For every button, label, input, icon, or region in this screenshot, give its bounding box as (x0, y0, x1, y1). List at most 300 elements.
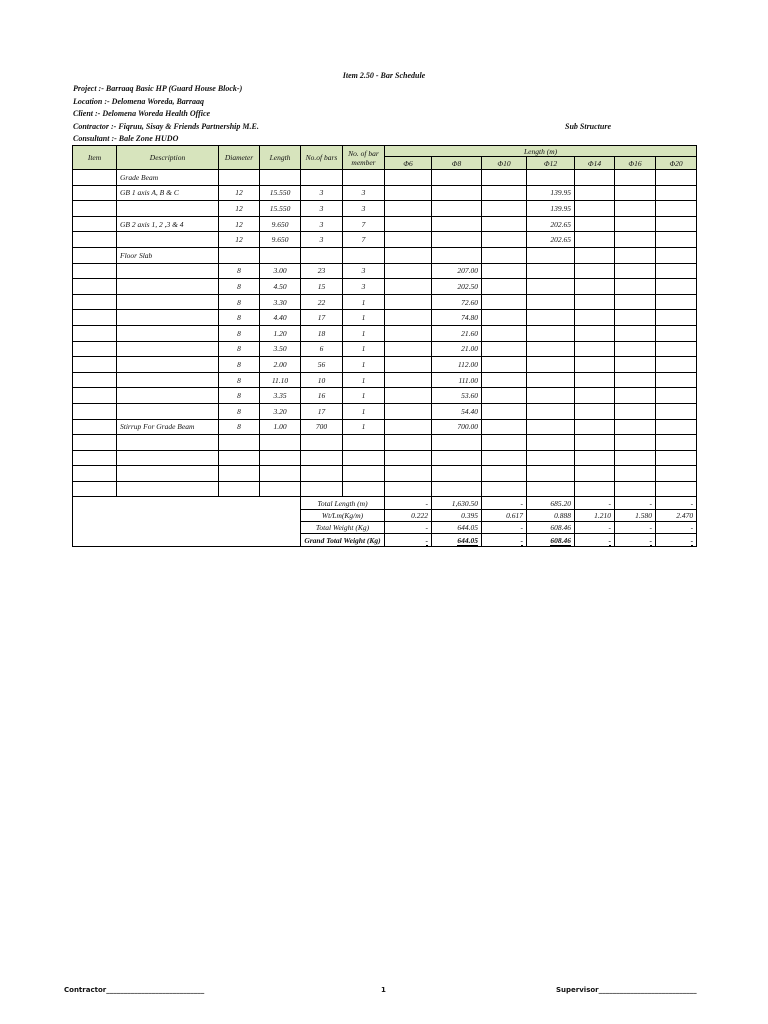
cell-item (73, 372, 117, 388)
summary-label: Grand Total Weight (Kg) (301, 534, 385, 547)
cell-length-value (615, 279, 656, 295)
summary-value (482, 509, 527, 521)
cell-length-value (656, 216, 697, 232)
summary-value (575, 509, 615, 521)
cell-length: 15.550 (260, 201, 301, 217)
cell-length-value (432, 247, 482, 263)
cell-length-value (656, 325, 697, 341)
cell-item (73, 310, 117, 326)
cell-length-value (575, 403, 615, 419)
cell-no-of-bars: 23 (301, 263, 343, 279)
cell-bar-member: 1 (343, 419, 385, 435)
cell-bar-member: 1 (343, 357, 385, 373)
summary-value (656, 534, 697, 547)
cell-length-value (656, 232, 697, 248)
cell-length-value (385, 372, 432, 388)
cell-bar-member: 7 (343, 232, 385, 248)
cell-description: Stirrup For Grade Beam (117, 419, 219, 435)
cell-item (73, 450, 117, 466)
summary-value-text: 2.470 (676, 510, 694, 520)
cell-item (73, 325, 117, 341)
cell-length-value (482, 201, 527, 217)
cell-diameter (219, 481, 260, 497)
cell-length-value: 139.95 (527, 201, 575, 217)
cell-length-value (656, 185, 697, 201)
cell-length-value (482, 372, 527, 388)
cell-length-value (527, 372, 575, 388)
cell-length-value (432, 170, 482, 186)
cell-no-of-bars: 700 (301, 419, 343, 435)
cell-length-value (615, 216, 656, 232)
summary-row (73, 497, 697, 509)
cell-length-value (656, 201, 697, 217)
cell-diameter: 12 (219, 185, 260, 201)
cell-length-value (432, 216, 482, 232)
cell-length-value: 207.00 (432, 263, 482, 279)
cell-diameter (219, 247, 260, 263)
cell-description: GB 1 axis A, B & C (117, 185, 219, 201)
cell-length-value (615, 388, 656, 404)
cell-length-value (615, 201, 656, 217)
cell-length-value (432, 466, 482, 482)
cell-item (73, 247, 117, 263)
cell-length-value (575, 170, 615, 186)
cell-length-value (575, 419, 615, 435)
cell-length-value (482, 481, 527, 497)
cell-length-value (656, 388, 697, 404)
summary-value (656, 521, 697, 533)
summary-value (432, 534, 482, 547)
table-row (73, 216, 697, 232)
summary-value (656, 509, 697, 521)
cell-item (73, 466, 117, 482)
cell-length-value (482, 263, 527, 279)
summary-value (482, 534, 527, 547)
cell-length-value: 74.80 (432, 310, 482, 326)
cell-length-value (656, 435, 697, 451)
cell-length-value (527, 341, 575, 357)
cell-no-of-bars: 17 (301, 403, 343, 419)
cell-item (73, 279, 117, 295)
cell-length-value (575, 201, 615, 217)
cell-bar-member: 1 (343, 403, 385, 419)
cell-bar-member: 3 (343, 185, 385, 201)
cell-length-value (615, 263, 656, 279)
summary-value (656, 497, 697, 509)
summary-label: Total Length (m) (301, 497, 385, 509)
cell-length-value (615, 357, 656, 373)
cell-length-value (482, 216, 527, 232)
cell-length-value (527, 310, 575, 326)
cell-length-value (527, 247, 575, 263)
summary-value (615, 534, 656, 547)
cell-length-value (482, 357, 527, 373)
cell-length-value (385, 263, 432, 279)
summary-value (482, 497, 527, 509)
table-row (73, 435, 697, 451)
cell-bar-member: 3 (343, 279, 385, 295)
cell-length: 3.30 (260, 294, 301, 310)
cell-length-value (575, 294, 615, 310)
cell-length-value (385, 279, 432, 295)
summary-value-text: - (649, 498, 652, 508)
cell-length-value (482, 232, 527, 248)
cell-length-value (385, 403, 432, 419)
cell-length-value (575, 263, 615, 279)
cell-length-value: 139.95 (527, 185, 575, 201)
cell-length-value: 72.60 (432, 294, 482, 310)
cell-length-value (527, 481, 575, 497)
cell-length-value (615, 419, 656, 435)
cell-diameter (219, 450, 260, 466)
cell-length-value (575, 357, 615, 373)
cell-length-value (385, 310, 432, 326)
table-row (73, 247, 697, 263)
cell-length-value (575, 481, 615, 497)
cell-length-value (482, 279, 527, 295)
cell-length-value (482, 325, 527, 341)
cell-description (117, 481, 219, 497)
cell-diameter (219, 466, 260, 482)
cell-bar-member: 1 (343, 388, 385, 404)
summary-value-text: - (690, 498, 694, 508)
summary-value-text: - (425, 522, 428, 532)
summary-value-text: 1,630.50 (451, 498, 478, 508)
summary-value-text: - (520, 498, 523, 508)
table-row (73, 450, 697, 466)
cell-bar-member: 1 (343, 310, 385, 326)
cell-length-value (656, 341, 697, 357)
table-row (73, 263, 697, 279)
cell-length-value (575, 185, 615, 201)
cell-length-value (656, 357, 697, 373)
summary-value-text: 608.46 (550, 535, 571, 545)
cell-length-value (385, 232, 432, 248)
page-title: Item 2.50 - Bar Schedule (342, 71, 426, 80)
header-diameter-col: Φ6 (385, 157, 432, 170)
cell-item (73, 419, 117, 435)
cell-length-value (385, 357, 432, 373)
cell-length-value (385, 341, 432, 357)
cell-length-value (575, 341, 615, 357)
cell-diameter: 8 (219, 419, 260, 435)
cell-length-value (432, 435, 482, 451)
cell-length-value (385, 388, 432, 404)
cell-length-value (656, 481, 697, 497)
cell-length-value (482, 310, 527, 326)
project-line: Project :- Barraaq Basic HP (Guard House Block-) (73, 84, 243, 93)
cell-bar-member: 1 (343, 325, 385, 341)
table-row (73, 372, 697, 388)
cell-length-value (432, 185, 482, 201)
cell-no-of-bars: 3 (301, 232, 343, 248)
cell-bar-member (343, 466, 385, 482)
summary-blank-cell (73, 497, 301, 547)
cell-description: Floor Slab (117, 247, 219, 263)
table-row (73, 466, 697, 482)
cell-diameter: 8 (219, 294, 260, 310)
summary-value (385, 509, 432, 521)
cell-length-value: 54.40 (432, 403, 482, 419)
cell-length-value (656, 372, 697, 388)
cell-description (117, 357, 219, 373)
summary-value-text: 644.05 (457, 522, 478, 532)
cell-length-value (527, 294, 575, 310)
cell-no-of-bars (301, 170, 343, 186)
summary-value-text: 0.888 (554, 510, 571, 520)
location-line: Location :- Delomena Woreda, Barraaq (73, 97, 205, 106)
cell-length-value (615, 466, 656, 482)
cell-length-value (385, 466, 432, 482)
cell-diameter (219, 435, 260, 451)
cell-length-value (482, 403, 527, 419)
cell-length-value (656, 466, 697, 482)
cell-length-value (385, 481, 432, 497)
table-row (73, 481, 697, 497)
cell-length-value: 202.50 (432, 279, 482, 295)
summary-value-text: - (608, 498, 611, 508)
cell-length-value (615, 372, 656, 388)
cell-length-value: 21.00 (432, 341, 482, 357)
cell-length: 3.35 (260, 388, 301, 404)
summary-value-text: - (520, 535, 523, 545)
cell-item (73, 232, 117, 248)
cell-length-value (482, 450, 527, 466)
cell-diameter: 12 (219, 232, 260, 248)
summary-value (482, 521, 527, 533)
contractor-signature: Contractor____________________________ (64, 986, 205, 994)
summary-value (385, 497, 432, 509)
cell-bar-member (343, 435, 385, 451)
summary-value-text: 644.05 (457, 535, 478, 545)
cell-length-value (615, 481, 656, 497)
header-description: Description (117, 146, 219, 170)
summary-value-text: - (690, 535, 694, 545)
cell-no-of-bars: 10 (301, 372, 343, 388)
summary-value (385, 521, 432, 533)
cell-length-value (432, 481, 482, 497)
cell-length-value (482, 466, 527, 482)
cell-length-value (575, 279, 615, 295)
header-no-of-bar-member: No. of bar member (343, 146, 385, 170)
summary-value-text: - (608, 522, 611, 532)
cell-description (117, 372, 219, 388)
cell-length-value: 700.00 (432, 419, 482, 435)
cell-length-value (527, 388, 575, 404)
cell-diameter (219, 170, 260, 186)
cell-length-value (482, 435, 527, 451)
summary-value (615, 509, 656, 521)
cell-length-value (656, 310, 697, 326)
table-row (73, 310, 697, 326)
cell-length-value: 21.60 (432, 325, 482, 341)
page-number: 1 (381, 986, 386, 994)
cell-length-value: 53.60 (432, 388, 482, 404)
cell-length-value (615, 325, 656, 341)
summary-value (527, 521, 575, 533)
table-row (73, 279, 697, 295)
cell-length-value (656, 294, 697, 310)
cell-length (260, 481, 301, 497)
cell-length-value (615, 170, 656, 186)
summary-value (527, 534, 575, 547)
cell-description (117, 263, 219, 279)
cell-length: 3.00 (260, 263, 301, 279)
cell-length-value (482, 170, 527, 186)
cell-diameter: 8 (219, 279, 260, 295)
cell-length-value (527, 435, 575, 451)
summary-value (385, 534, 432, 547)
cell-no-of-bars: 22 (301, 294, 343, 310)
summary-value (432, 497, 482, 509)
cell-description (117, 201, 219, 217)
cell-length-value (575, 216, 615, 232)
consultant-line: Consultant :- Bale Zone HUDO (73, 134, 179, 143)
cell-length-value (615, 185, 656, 201)
section-label: Sub Structure (565, 122, 612, 131)
cell-length-value: 202.65 (527, 232, 575, 248)
cell-length-value (615, 232, 656, 248)
cell-length-value (385, 294, 432, 310)
summary-value (575, 497, 615, 509)
cell-length-value (482, 341, 527, 357)
cell-length-value (656, 450, 697, 466)
cell-length-value (656, 419, 697, 435)
cell-no-of-bars (301, 481, 343, 497)
header-diameter-col: Φ16 (615, 157, 656, 170)
cell-bar-member: 3 (343, 263, 385, 279)
contractor-line: Contractor :- Fiqruu, Sisay & Friends Partnership M.E. (73, 122, 259, 131)
cell-length-value (615, 247, 656, 263)
cell-length-value (385, 450, 432, 466)
cell-description (117, 341, 219, 357)
cell-description (117, 450, 219, 466)
supervisor-signature: Supervisor____________________________ (556, 986, 697, 994)
cell-bar-member (343, 170, 385, 186)
cell-length-value (615, 450, 656, 466)
cell-length-value (656, 263, 697, 279)
summary-value-text: 0.222 (411, 510, 428, 520)
summary-value (527, 497, 575, 509)
summary-value-text: - (649, 535, 652, 545)
cell-no-of-bars: 3 (301, 216, 343, 232)
table-row (73, 388, 697, 404)
cell-no-of-bars (301, 247, 343, 263)
cell-diameter: 8 (219, 357, 260, 373)
cell-length-value (385, 185, 432, 201)
cell-no-of-bars (301, 450, 343, 466)
bar-schedule-table (72, 145, 697, 547)
cell-length-value (385, 201, 432, 217)
client-line: Client :- Delomena Woreda Health Office (73, 109, 211, 118)
cell-diameter: 8 (219, 325, 260, 341)
cell-length-value: 111.00 (432, 372, 482, 388)
cell-diameter: 12 (219, 216, 260, 232)
summary-value-text: - (608, 535, 611, 545)
header-item: Item (73, 146, 117, 170)
cell-length-value (527, 403, 575, 419)
summary-value-text: 1.210 (594, 510, 611, 520)
summary-value (615, 521, 656, 533)
cell-length-value (482, 247, 527, 263)
cell-length-value (482, 388, 527, 404)
summary-value-text: - (690, 522, 694, 532)
cell-length-value (656, 403, 697, 419)
cell-description (117, 403, 219, 419)
cell-bar-member (343, 247, 385, 263)
cell-diameter: 12 (219, 201, 260, 217)
cell-diameter: 8 (219, 341, 260, 357)
table-row (73, 201, 697, 217)
cell-length-value (656, 170, 697, 186)
cell-no-of-bars: 3 (301, 185, 343, 201)
cell-length-value (432, 450, 482, 466)
cell-length-value (527, 279, 575, 295)
header-diameter: Diameter (219, 146, 260, 170)
table-row (73, 357, 697, 373)
cell-item (73, 388, 117, 404)
cell-length: 9.650 (260, 216, 301, 232)
cell-bar-member: 1 (343, 341, 385, 357)
cell-no-of-bars: 3 (301, 201, 343, 217)
cell-length-value (527, 357, 575, 373)
summary-value (575, 521, 615, 533)
cell-no-of-bars: 16 (301, 388, 343, 404)
cell-length-value (656, 247, 697, 263)
cell-description (117, 310, 219, 326)
cell-bar-member: 1 (343, 372, 385, 388)
cell-length-value (615, 341, 656, 357)
cell-length-value (615, 310, 656, 326)
header-no-of-bars: No.of bars (301, 146, 343, 170)
cell-length: 2.00 (260, 357, 301, 373)
cell-length-value (527, 325, 575, 341)
cell-item (73, 481, 117, 497)
cell-length-value (385, 216, 432, 232)
cell-item (73, 435, 117, 451)
cell-item (73, 263, 117, 279)
cell-bar-member: 7 (343, 216, 385, 232)
cell-description: Grade Beam (117, 170, 219, 186)
cell-length-value (575, 247, 615, 263)
cell-item (73, 357, 117, 373)
cell-length: 3.50 (260, 341, 301, 357)
cell-length (260, 435, 301, 451)
cell-length-value (482, 294, 527, 310)
cell-item (73, 185, 117, 201)
header-diameter-col: Φ10 (482, 157, 527, 170)
cell-description (117, 388, 219, 404)
cell-length-value (575, 232, 615, 248)
cell-item (73, 341, 117, 357)
cell-length-value (656, 279, 697, 295)
header-diameter-col: Φ14 (575, 157, 615, 170)
cell-length: 4.50 (260, 279, 301, 295)
cell-length-value (432, 201, 482, 217)
cell-length-value (615, 403, 656, 419)
cell-diameter: 8 (219, 310, 260, 326)
cell-length-value (615, 435, 656, 451)
cell-length-value (385, 325, 432, 341)
cell-no-of-bars: 17 (301, 310, 343, 326)
header-diameter-col: Φ20 (656, 157, 697, 170)
cell-length-value (527, 263, 575, 279)
summary-value-text: 0.395 (461, 510, 478, 520)
table-row (73, 325, 697, 341)
cell-diameter: 8 (219, 403, 260, 419)
cell-length-value (575, 466, 615, 482)
cell-length (260, 170, 301, 186)
